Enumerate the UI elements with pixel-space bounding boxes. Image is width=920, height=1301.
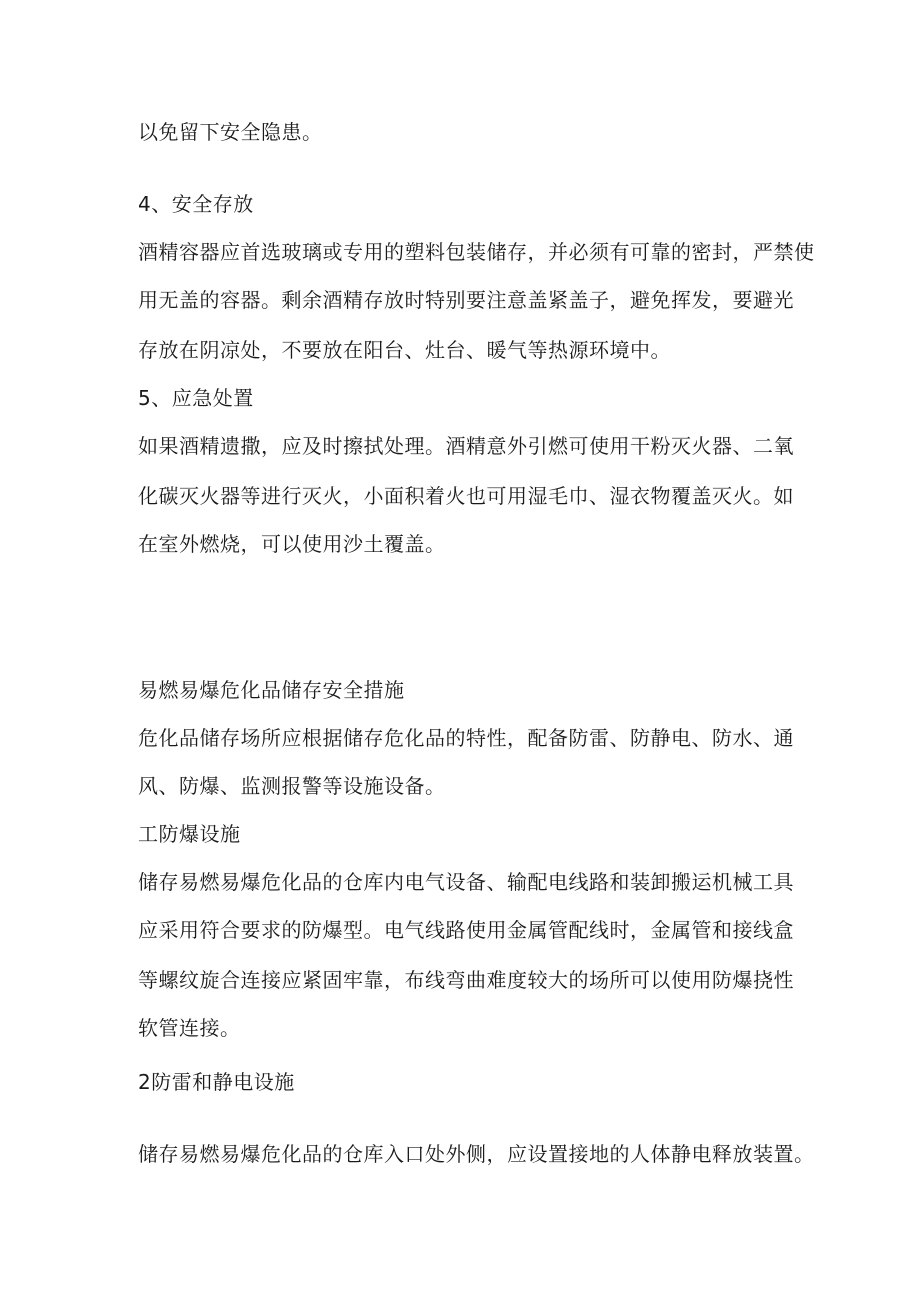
section-heading: 2防雷和静电设施 [138,1070,295,1094]
paragraph-line: 软管连接。 [138,1016,241,1040]
paragraph-line: 酒精容器应首选玻璃或专用的塑料包装储存，并必须有可靠的密封，严禁使 [138,240,815,264]
paragraph-line: 如果酒精遗撒，应及时擦拭处理。酒精意外引燃可使用干粉灭火器、二氧 [138,434,794,458]
paragraph-line: 等螺纹旋合连接应紧固牢靠，布线弯曲难度较大的场所可以使用防爆挠性 [138,968,794,992]
paragraph-line: 在室外燃烧，可以使用沙土覆盖。 [138,532,446,556]
section-heading: 4、安全存放 [138,192,254,216]
paragraph-line: 应采用符合要求的防爆型。电气线路使用金属管配线时，金属管和接线盒 [138,918,794,942]
paragraph-line: 风、防爆、监测报警等设施设备。 [138,774,446,798]
section-heading: 5、应急处置 [138,386,254,410]
section-heading: 工防爆设施 [138,822,241,846]
paragraph-line: 危化品储存场所应根据储存危化品的特性，配备防雷、防静电、防水、通 [138,726,794,750]
paragraph-line: 化碳灭火器等进行灭火，小面积着火也可用湿毛巾、湿衣物覆盖灭火。如 [138,484,794,508]
paragraph-line: 存放在阴凉处，不要放在阳台、灶台、暖气等热源环境中。 [138,338,671,362]
paragraph-line: 用无盖的容器。剩余酒精存放时特别要注意盖紧盖子，避免挥发，要避光 [138,288,794,312]
article-title: 易燃易爆危化品储存安全措施 [138,678,405,702]
paragraph-line: 以免留下安全隐患。 [138,120,323,144]
paragraph-line: 储存易燃易爆危化品的仓库内电气设备、输配电线路和装卸搬运机械工具 [138,870,794,894]
paragraph-line: 储存易燃易爆危化品的仓库入口处外侧，应设置接地的人体静电释放装置。 [138,1142,815,1166]
